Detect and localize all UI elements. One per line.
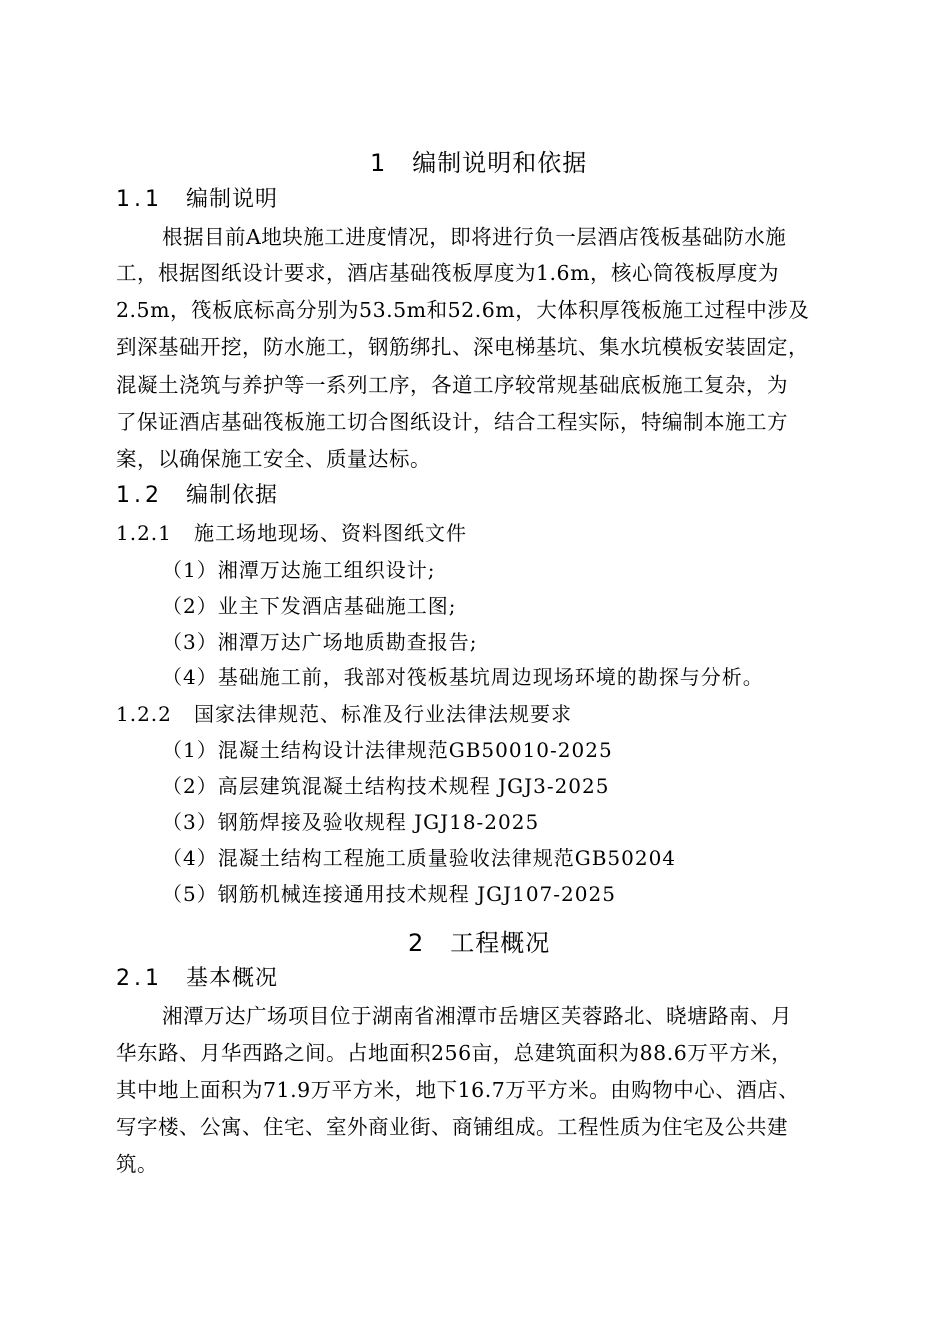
section-1-1-heading (116, 186, 278, 214)
subsection-1-2-1-heading (116, 519, 467, 547)
paragraph-line: 写字楼、公寓、住宅、室外商业街、商铺组成。工程性质为住宅及公共建 (116, 1115, 788, 1139)
list-item: （2）高层建筑混凝土结构技术规程 JGJ3-2025 (162, 774, 610, 798)
paragraph-line: 2.5m，筏板底标高分别为53.5m和52.6m，大体积厚筏板施工过程中涉及 (116, 298, 810, 322)
section-title: 基本概况 (186, 966, 279, 991)
list-item: （3）钢筋焊接及验收规程 JGJ18-2025 (162, 810, 540, 834)
chapter-title: 工程概况 (450, 929, 551, 957)
paragraph-line: 工，根据图纸设计要求，酒店基础筏板厚度为1.6m，核心筒筏板厚度为 (116, 261, 780, 285)
section-number: 1.2 (116, 483, 163, 508)
section-title: 编制说明 (186, 187, 279, 212)
section-title: 编制依据 (186, 483, 279, 508)
chapter-number: 2 (408, 929, 425, 957)
chapter-2-heading (408, 929, 550, 957)
paragraph-line: 到深基础开挖，防水施工，钢筋绑扎、深电梯基坑、集水坑模板安装固定， (116, 335, 809, 359)
list-item: （5）钢筋机械连接通用技术规程 JGJ107-2025 (162, 882, 616, 906)
list-item: （2）业主下发酒店基础施工图; (162, 594, 457, 618)
subsection-title: 国家法律规范、标准及行业法律法规要求 (194, 702, 572, 726)
subsection-number: 1.2.1 (116, 521, 172, 545)
chapter-1-heading (370, 149, 587, 177)
list-item: （1）湘潭万达施工组织设计; (162, 558, 436, 582)
subsection-number: 1.2.2 (116, 702, 172, 726)
paragraph-line: 了保证酒店基础筏板施工切合图纸设计，结合工程实际，特编制本施工方 (116, 410, 788, 434)
paragraph-line: 其中地上面积为71.9万平方米，地下16.7万平方米。由购物中心、酒店、 (116, 1078, 800, 1102)
subsection-1-2-2-heading (116, 700, 572, 728)
list-item: （4）基础施工前，我部对筏板基坑周边现场环境的勘探与分析。 (162, 665, 764, 689)
section-number: 1.1 (116, 187, 163, 212)
paragraph-line: 案，以确保施工安全、质量达标。 (116, 447, 431, 471)
section-number: 2.1 (116, 966, 163, 991)
section-2-1-heading (116, 965, 278, 993)
paragraph-line: 筑。 (116, 1152, 158, 1176)
paragraph-line: 根据目前A地块施工进度情况，即将进行负一层酒店筏板基础防水施 (162, 225, 787, 249)
section-1-2-heading (116, 482, 278, 510)
paragraph-line: 混凝土浇筑与养护等一系列工序，各道工序较常规基础底板施工复杂，为 (116, 373, 788, 397)
list-item: （1）混凝土结构设计法律规范GB50010-2025 (162, 738, 613, 762)
paragraph-line: 湘潭万达广场项目位于湖南省湘潭市岳塘区芙蓉路北、晓塘路南、月 (162, 1004, 792, 1028)
list-item: （4）混凝土结构工程施工质量验收法律规范GB50204 (162, 846, 677, 870)
subsection-title: 施工场地现场、资料图纸文件 (194, 521, 467, 545)
chapter-number: 1 (370, 149, 387, 177)
chapter-title: 编制说明和依据 (412, 149, 588, 177)
paragraph-line: 华东路、月华西路之间。占地面积256亩，总建筑面积为88.6万平方米， (116, 1041, 793, 1065)
list-item: （3）湘潭万达广场地质勘查报告; (162, 630, 478, 654)
